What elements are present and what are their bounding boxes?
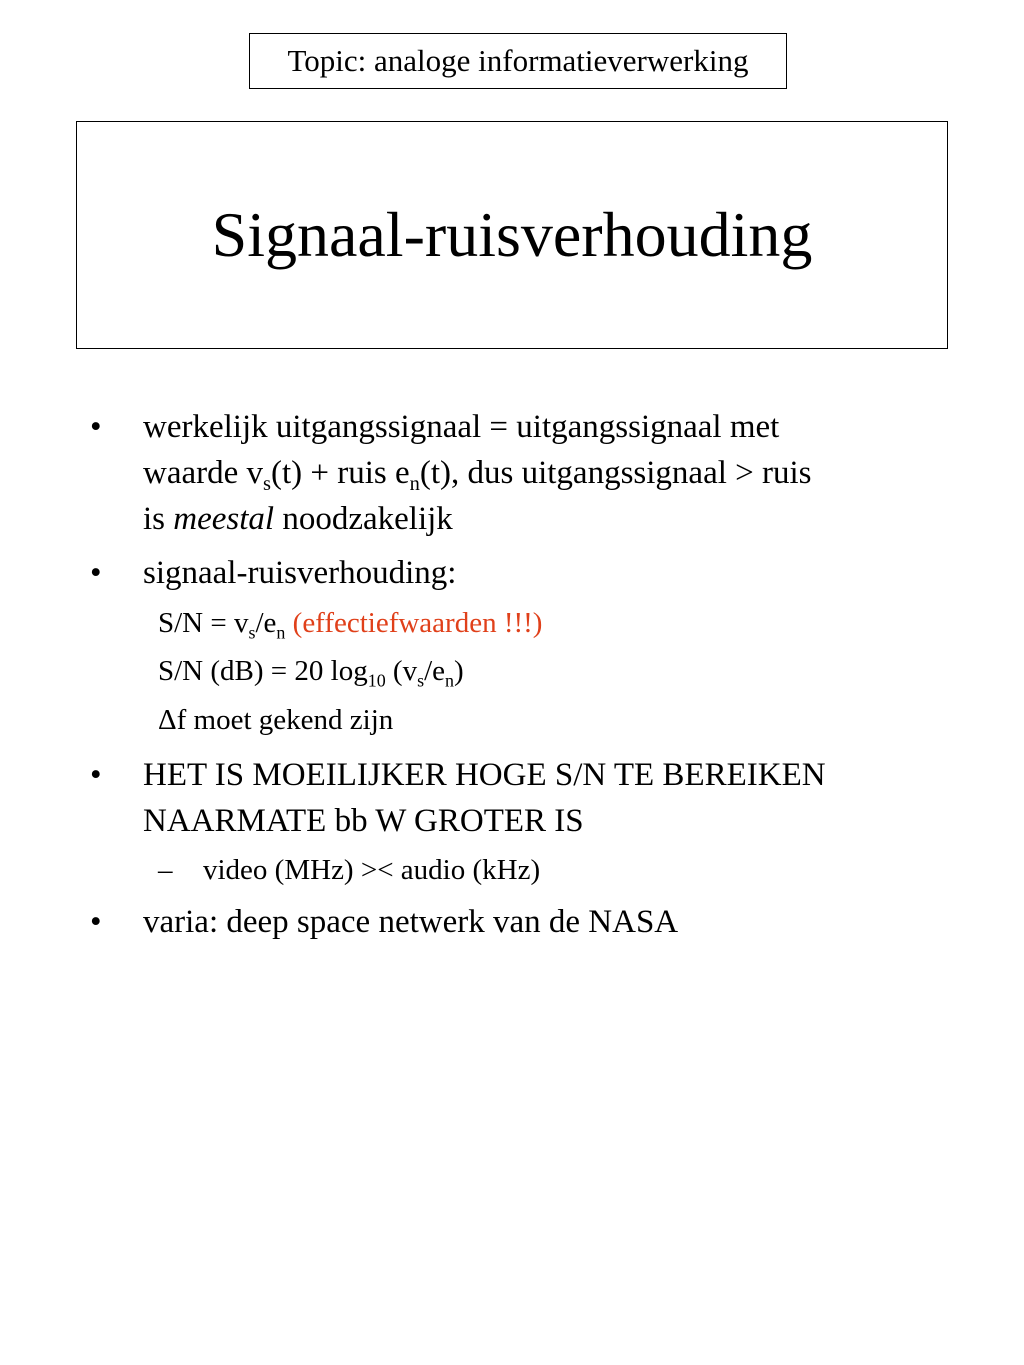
text-span: ) <box>454 655 464 687</box>
text-span: /e <box>424 655 446 687</box>
subscript: n <box>445 670 455 691</box>
text-span: /e <box>255 607 277 639</box>
subscript: n <box>276 622 286 643</box>
bullet-line: HET IS MOEILIJKER HOGE S/N TE BEREIKEN <box>143 757 826 793</box>
title-box <box>76 121 948 349</box>
bullet-text: signaal-ruisverhouding: <box>143 555 457 591</box>
bullet-item-varia <box>90 899 943 945</box>
text-span: noodzakelijk <box>274 501 453 537</box>
subscript: 10 <box>367 670 386 691</box>
text-span: Δf moet gekend zijn <box>158 704 394 736</box>
bullet-line <box>143 496 943 542</box>
bullet-item-output-signal <box>90 404 943 542</box>
bullet-line <box>143 404 943 450</box>
text-span: (t) + ruis e <box>270 455 410 491</box>
bullet-icon: • <box>90 409 102 445</box>
bullet-icon: • <box>90 904 102 940</box>
bullet-line: NAARMATE bb W GROTER IS <box>143 803 584 839</box>
subscript: s <box>417 670 425 691</box>
subscript: n <box>409 473 420 496</box>
bullet-item-snr <box>90 550 943 596</box>
subscript: s <box>248 622 256 643</box>
formula-snr-db <box>158 651 938 691</box>
bullet-icon: • <box>90 757 102 793</box>
bullet-line <box>143 450 943 496</box>
dash-icon: – <box>158 854 173 886</box>
topic-label: Topic: analoge informatieverwerking <box>287 43 749 78</box>
formula-snr-ratio <box>158 603 938 643</box>
bullet-text: varia: deep space netwerk van de NASA <box>143 904 679 940</box>
text-span: werkelijk uitgangssignaal = uitgangssignaal met <box>143 409 780 445</box>
topic-box <box>249 33 787 89</box>
delta-f-note <box>158 700 938 740</box>
text-span: video (MHz) >< audio (kHz) <box>203 854 541 886</box>
text-span: is <box>143 501 174 537</box>
text-span: S/N (dB) = 20 log <box>158 655 368 687</box>
highlight-note: (effectiefwaarden !!!) <box>285 607 543 639</box>
text-span: S/N = v <box>158 607 249 639</box>
text-span: (v <box>385 655 418 687</box>
bullet-icon: • <box>90 555 102 591</box>
slide-title: Signaal-ruisverhouding <box>211 199 813 270</box>
text-span: (t), dus uitgangssignaal > ruis <box>419 455 812 491</box>
subscript: s <box>263 473 271 496</box>
emphasis-text: meestal <box>173 501 275 537</box>
bullet-item-harder-snr <box>90 752 943 844</box>
text-span: waarde v <box>143 455 264 491</box>
